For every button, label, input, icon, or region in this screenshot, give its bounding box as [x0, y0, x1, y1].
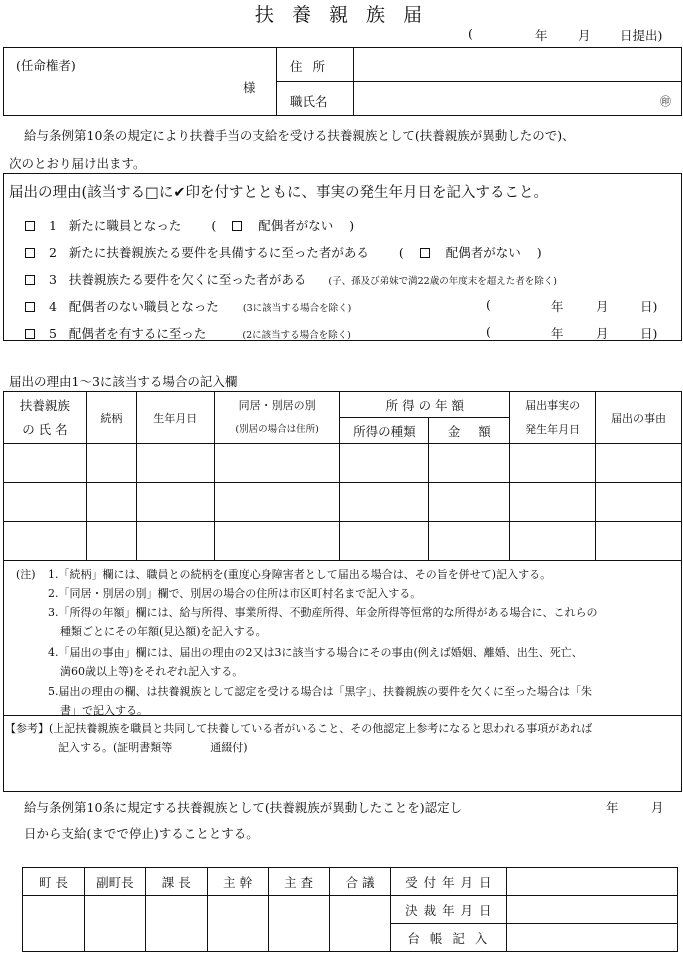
stamp-cell-section-chief[interactable] [145, 896, 207, 952]
cell[interactable] [340, 444, 429, 483]
cell[interactable] [4, 483, 87, 522]
stamp-header-deputy: 副町長 [84, 868, 145, 896]
reason-3-checkbox[interactable] [25, 275, 35, 285]
cell[interactable] [4, 444, 87, 483]
approval-month: 月 [651, 800, 664, 815]
reason-item-4: 4 配偶者のない職員となった (3に該当する場合を除く) [25, 297, 351, 315]
entry-section-title: 届出の理由1〜3に該当する場合の記入欄 [9, 374, 238, 389]
th-fact-date: 届出事実の 発生年月日 [510, 392, 596, 444]
cell[interactable] [86, 522, 136, 561]
th-reason: 届出の事由 [596, 392, 682, 444]
reason-1-no-spouse-checkbox[interactable] [232, 221, 242, 231]
cell[interactable] [429, 444, 510, 483]
reason-2-no-spouse-checkbox[interactable] [420, 248, 430, 258]
stamp-table [22, 867, 678, 952]
notes-label: (注) [16, 568, 36, 581]
th-income-amount: 金 額 [429, 418, 510, 444]
cell[interactable] [136, 483, 214, 522]
dependents-table [3, 391, 682, 561]
stamp-cell-inspector[interactable] [268, 896, 329, 952]
intro-line-1: 給与条例第10条の規定により扶養手当の支給を受ける扶養親族として(扶養親族が異動したので)、 [24, 128, 575, 143]
receipt-date-label: 受 付 年 月 日 [391, 868, 507, 896]
th-relation: 続柄 [86, 392, 136, 444]
table-row [4, 522, 682, 561]
approval-date-field[interactable] [507, 896, 678, 924]
table-row [4, 444, 682, 483]
cell[interactable] [510, 522, 596, 561]
cell[interactable] [4, 522, 87, 561]
note-3: 3.「所得の年額」欄には、給与所得、事業所得、不動産所得、年金所得等恒常的な所得がある場合に、これらの [48, 606, 598, 619]
submission-month: 月 [578, 28, 591, 43]
address-field[interactable] [355, 51, 677, 79]
note-3-cont: 種類ごとにその年額(見込額)を記入する。 [60, 625, 267, 638]
cell[interactable] [429, 522, 510, 561]
reason-1-checkbox[interactable] [25, 221, 35, 231]
appointer-label: (任命権者) [16, 58, 76, 73]
reason-5-date-open: ( [486, 324, 491, 339]
note-4-cont: 満60歳以上等)をそれぞれ記入する。 [60, 665, 244, 678]
approval-date-label: 決 裁 年 月 日 [391, 896, 507, 924]
approval-line-2: 日から支給(までで停止)することとする。 [24, 826, 259, 841]
th-income: 所 得 の 年 額 [340, 392, 510, 418]
reason-5-date-year: 年 [551, 326, 564, 341]
reason-4-date-day: 日) [640, 299, 658, 314]
form-title: 扶 養 親 族 届 [254, 4, 429, 26]
stamp-header-inspector: 主 査 [268, 868, 329, 896]
reference-line-2: 記入する。(証明書類等 通綴付) [58, 741, 248, 754]
reason-2-checkbox[interactable] [25, 248, 35, 258]
cell[interactable] [596, 522, 682, 561]
sama-label: 様 [243, 80, 256, 95]
reference-line-1: 【参考】(上記扶養親族を職員と共同して扶養している者がいること、その他認定上参考になると思われる事項があれば [5, 722, 593, 735]
reason-item-5: 5 配偶者を有するに至った (2に該当する場合を除く) [25, 324, 351, 342]
reason-item-2: 2 新たに扶養親族たる要件を具備するに至った者がある ( 配偶者がない ) [25, 243, 542, 261]
cell[interactable] [340, 483, 429, 522]
cell[interactable] [510, 483, 596, 522]
cell[interactable] [596, 483, 682, 522]
cell[interactable] [136, 444, 214, 483]
reason-4-date-month: 月 [596, 299, 609, 314]
note-2: 2.「同居・別居の別」欄で、別居の場合の住所は市区町村名まで記入する。 [48, 587, 422, 600]
th-birth: 生年月日 [136, 392, 214, 444]
reference-field[interactable] [8, 756, 678, 788]
reason-item-3: 3 扶養親族たる要件を欠くに至った者がある (子、孫及び弟妹で満22歳の年度末を超えた者を除く) [25, 270, 557, 288]
submission-open: ( [468, 26, 473, 41]
approval-line-1: 給与条例第10条に規定する扶養親族として(扶養親族が異動したことを)認定し [24, 800, 463, 815]
ledger-entry-field[interactable] [507, 924, 678, 952]
cell[interactable] [86, 444, 136, 483]
cell[interactable] [214, 522, 340, 561]
intro-line-2: 次のとおり届け出ます。 [9, 156, 146, 171]
stamp-header-mayor: 町 長 [23, 868, 85, 896]
stamp-cell-deputy[interactable] [84, 896, 145, 952]
cell[interactable] [596, 444, 682, 483]
reason-4-date-open: ( [486, 297, 491, 312]
reason-5-date-day: 日) [640, 326, 658, 341]
stamp-header-consult: 合 議 [329, 868, 391, 896]
reason-4-checkbox[interactable] [25, 302, 35, 312]
address-label: 住 所 [290, 59, 328, 74]
seal-mark: ㊞ [660, 95, 671, 108]
cell[interactable] [429, 483, 510, 522]
note-5: 5.届出の理由の欄、は扶養親族として認定を受ける場合は「黒字」、扶養親族の要件を欠くに至った場合は「朱 [48, 685, 592, 698]
stamp-header-section-chief: 課 長 [145, 868, 207, 896]
cell[interactable] [214, 483, 340, 522]
stamp-cell-mayor[interactable] [23, 896, 85, 952]
stamp-cell-consult[interactable] [329, 896, 391, 952]
note-4: 4.「届出の事由」欄には、届出の理由の2又は3に該当する場合にその事由(例えば婚姻、離婚、出生、死亡、 [48, 646, 583, 659]
note-1: 1.「続柄」欄には、職員との続柄を(重度心身障害者として届出る場合は、その旨を併せて)記入する。 [48, 568, 552, 581]
cell[interactable] [340, 522, 429, 561]
cell[interactable] [136, 522, 214, 561]
reason-item-1: 1 新たに職員となった ( 配偶者がない ) [25, 216, 354, 234]
cell[interactable] [86, 483, 136, 522]
note-5-cont: 書」で記入する。 [60, 704, 148, 717]
th-residence: 同居・別居の別 (別居の場合は住所) [214, 392, 340, 444]
cell[interactable] [510, 444, 596, 483]
receipt-date-field[interactable] [507, 868, 678, 896]
name-field[interactable] [355, 84, 655, 112]
name-label: 職氏名 [290, 94, 328, 109]
th-name: 扶養親族 の 氏 名 [4, 392, 87, 444]
reasons-heading: 届出の理由(該当する□に✔印を付すとともに、事実の発生年月日を記入すること。 [9, 185, 549, 201]
th-income-type: 所得の種類 [340, 418, 429, 444]
cell[interactable] [214, 444, 340, 483]
stamp-header-chief: 主 幹 [207, 868, 268, 896]
approval-year: 年 [606, 800, 619, 815]
ledger-entry-label: 台 帳 記 入 [391, 924, 507, 952]
submission-day: 日提出) [620, 28, 663, 43]
table-row [4, 483, 682, 522]
stamp-cell-chief[interactable] [207, 896, 268, 952]
reason-4-date-year: 年 [551, 299, 564, 314]
reason-5-checkbox[interactable] [25, 329, 35, 339]
reason-5-date-month: 月 [596, 326, 609, 341]
submission-year: 年 [535, 28, 548, 43]
